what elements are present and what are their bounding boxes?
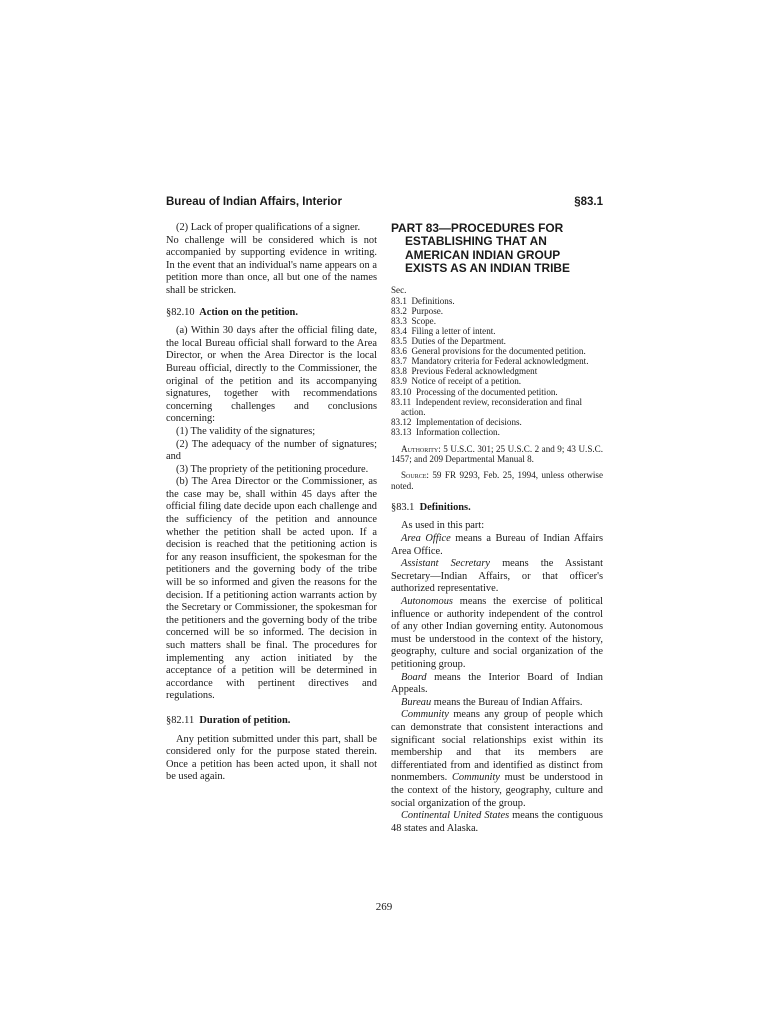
toc-entry: 83.1 Definitions. [391,295,455,306]
list-item: (2) The adequacy of the number of signatures; and [166,438,377,463]
definition-item: Continental United States means the contiguous 48 states and Alaska. [391,810,603,834]
list-item: (3) The propriety of the petitioning procedure. [176,463,369,475]
section-symbol: §83.1 [391,501,415,513]
toc-entry: 83.3 Scope. [391,315,436,326]
definition-item: Assistant Secretary means the Assistant Secretary—Indian Affairs, or that officer's authorized representative. [391,558,603,595]
list-item: (1) The validity of the signatures; [176,425,316,437]
definition-item: Bureau means the Bureau of Indian Affairs. [401,696,583,708]
section-title: Action on the petition. [199,306,298,318]
part-title: PART 83—PROCEDURES FOR ESTABLISHING THAT AN AMERICAN INDIAN GROUP EXISTS AS AN INDIAN TRIBE [391,221,570,276]
section-header: §83.1 [574,196,603,208]
table-of-contents [391,285,603,437]
section-heading-82-11 [166,715,377,728]
toc-label: Sec. [391,284,407,295]
toc-entry: 83.5 Duties of the Department. [391,336,506,347]
section-title: Duration of petition. [199,714,291,726]
source-note: Source: 59 FR 9293, Feb. 25, 1994, unless otherwise noted. [391,470,603,491]
paragraph-a: (a) Within 30 days after the official filing date, the local Bureau official shall forward to the Area Director, or when the Area Director is the local Bureau official, directly to the Commissioner, the original of the petition and its accompanying signatures, together with recommendations concerning challenges and conclusions concerning: [166,325,377,425]
page-number: 269 [375,901,393,913]
running-head [166,196,603,216]
toc-entry: 83.13 Information collection. [391,426,500,437]
agency-header: Bureau of Indian Affairs, Interior [166,196,342,208]
toc-entry: 83.10 Processing of the documented petition. [391,386,558,397]
toc-entry: 83.4 Filing a letter of intent. [391,326,496,336]
challenge-item-2: (2) Lack of proper qualifications of a signer. [176,222,361,233]
definitions-list [391,520,603,835]
definition-item: Autonomous means the exercise of political influence or authority independent of the control of any other Indian governing entity. Autonomous must be understood in the context of the history, geography, culture and social organization of the petitioning group. [391,596,603,670]
section-symbol: §82.11 [166,714,195,726]
right-column [391,222,603,835]
definition-item: Area Office means a Bureau of Indian Affairs Area Office. [391,533,603,557]
paragraph-b: (b) The Area Director or the Commissioner, as the case may be, shall within 45 days after the official filing date decide upon each challenge and the sufficiency of the petition and announce whether the petition shall be acted upon. If a decision is reached that the petitioning action is for any reason insufficient, the spokesman for the petitioners and the governing body of the tribe will be so informed and given the reasons for the decision. If a petitioning action warrants action by the Secretary or Commissioner, the spokesman for the petitioners and the governing body of the tribe concerned will be so informed. The decision in such matters shall be final. The procedures for implementing any action initiated by the acceptance of a petition will be determined in accordance with pertinent directives and regulations. [166,476,377,702]
toc-entry: 83.9 Notice of receipt of a petition. [391,376,522,387]
toc-entry: 83.6 General provisions for the documented petition. [391,346,586,357]
section-symbol: §82.10 [166,306,195,318]
left-column [166,222,377,784]
definitions-intro: As used in this part: [401,520,485,532]
toc-entry: 83.7 Mandatory criteria for Federal acknowledgment. [391,356,589,367]
toc-entry: 83.2 Purpose. [391,305,444,316]
section-title: Definitions. [419,501,471,513]
definition-item: Community means any group of people which can demonstrate that consistent interactions and significant social relationships exist within its membership and that its members are differentiated from and identified as distinct from nonmembers. Community must be understood in the context of the history, geography, culture and social organization of the group. [391,709,603,809]
toc-entry: 83.12 Implementation of decisions. [391,416,522,427]
authority-note: Authority: 5 U.S.C. 301; 25 U.S.C. 2 and 9; 43 U.S.C. 1457; and 209 Departmental Manual 8. [391,444,603,465]
toc-entry: 83.8 Previous Federal acknowledgment [391,366,538,377]
section-heading-82-10 [166,307,377,320]
duration-paragraph: Any petition submitted under this part, shall be considered only for the purpose stated therein. Once a petition has been acted upon, it shall not be used again. [166,733,377,783]
section-heading-83-1 [391,502,603,515]
definition-item: Board means the Interior Board of Indian Appeals. [391,671,603,696]
no-challenge-paragraph: No challenge will be considered which is not accompanied by supporting evidence in writing. In the event that an individual's name appears on a petition more than once, all but one of the names shall be stricken. [166,234,377,296]
toc-entry: 83.11 Independent review, reconsideration and final action. [391,396,582,417]
